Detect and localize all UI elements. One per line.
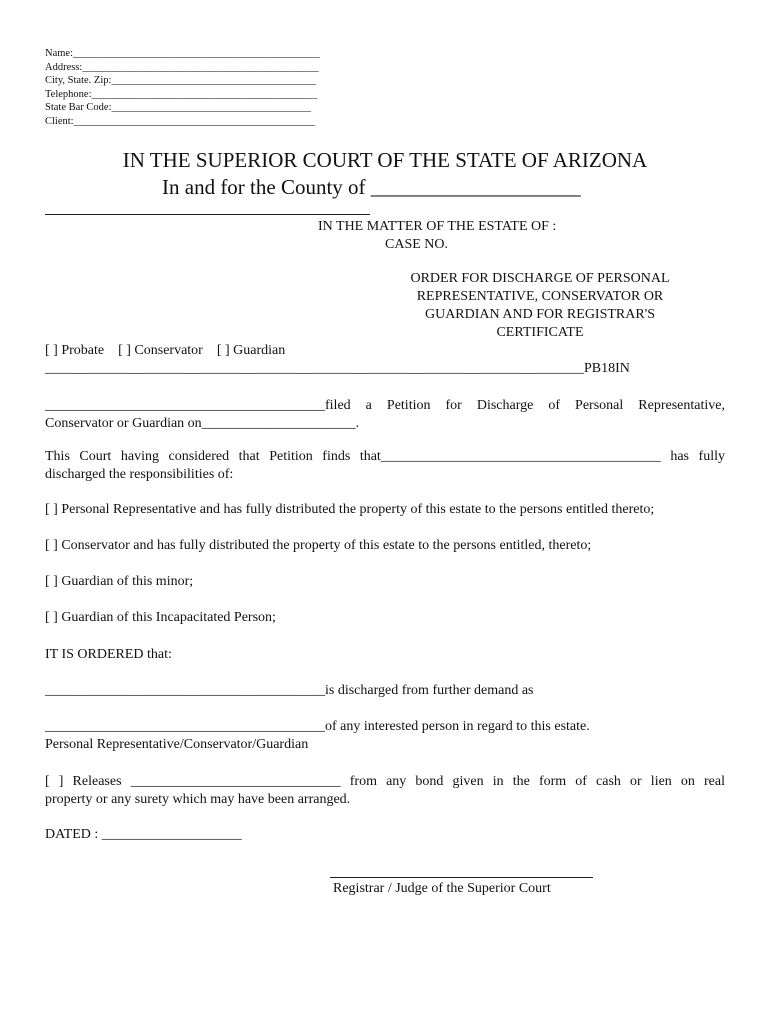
- guardian-incapacitated-item: [ ] Guardian of this Incapacitated Person;: [45, 610, 276, 625]
- ordered-heading: IT IS ORDERED that:: [45, 647, 172, 662]
- signature-rule: [330, 877, 593, 878]
- probate-checkbox[interactable]: [ ] Probate: [45, 343, 105, 358]
- form-code-line: _____________________________________________________________________________PB18IN: [45, 361, 630, 376]
- releases-paragraph: [45, 773, 725, 809]
- discharged-line: ________________________________________is discharged from further demand as: [45, 683, 534, 698]
- city-state-zip-field: City, State. Zip:_______________________________________: [45, 75, 317, 86]
- interested-person-line: ________________________________________of any interested person in regard to this estate.: [45, 719, 590, 734]
- address-field: Address:_____________________________________________: [45, 61, 319, 73]
- petition-line: Conservator or Guardian on______________________.: [45, 416, 360, 431]
- signature-label: Registrar / Judge of the Superior Court: [333, 881, 551, 896]
- guardian-checkbox[interactable]: [ ] Guardian: [216, 343, 286, 358]
- court-title: IN THE SUPERIOR COURT OF THE STATE OF ARIZONA: [122, 148, 648, 172]
- case-type-checkboxes: [45, 343, 285, 359]
- dated-line: DATED : ____________________: [45, 827, 242, 842]
- name-field: Name:_______________________________________________: [45, 48, 320, 59]
- state-bar-code-field: State Bar Code:______________________________________: [45, 102, 311, 113]
- caption-rule: [45, 214, 370, 215]
- conservator-item: [ ] Conservator and has fully distributed the property of this estate to the persons entitled, thereto;: [45, 538, 592, 553]
- telephone-field: Telephone:___________________________________________: [45, 88, 318, 100]
- role-label: Personal Representative/Conservator/Guardian: [45, 737, 309, 752]
- case-number: CASE NO.: [385, 237, 449, 252]
- releases-line: [ ] Releases ______________________________ from any bond given in the form of cash or lien on real: [45, 774, 725, 789]
- matter-of-estate: IN THE MATTER OF THE ESTATE OF :: [318, 219, 557, 234]
- considered-line: This Court having considered that Petition finds that________________________________________ has fully: [45, 449, 725, 464]
- county-line: In and for the County of ____________________: [162, 175, 581, 199]
- guardian-minor-item: [ ] Guardian of this minor;: [45, 574, 194, 589]
- order-title-line: REPRESENTATIVE, CONSERVATOR OR: [416, 289, 664, 304]
- order-title: [390, 270, 690, 342]
- attorney-info-block: [45, 47, 320, 128]
- releases-line: property or any surety which may have been arranged.: [45, 792, 351, 807]
- petition-line: ________________________________________filed a Petition for Discharge of Personal Representative,: [45, 398, 725, 413]
- considered-line: discharged the responsibilities of:: [45, 467, 234, 482]
- considered-paragraph: [45, 448, 725, 484]
- order-title-line: CERTIFICATE: [496, 325, 584, 340]
- client-field: Client:______________________________________________: [45, 115, 316, 127]
- conservator-checkbox[interactable]: [ ] Conservator: [118, 343, 203, 358]
- order-title-line: GUARDIAN AND FOR REGISTRAR'S: [424, 307, 656, 322]
- petition-paragraph: [45, 397, 725, 433]
- order-title-line: ORDER FOR DISCHARGE OF PERSONAL: [410, 271, 670, 286]
- personal-representative-item: [ ] Personal Representative and has fully distributed the property of this estate to the persons entitled thereto;: [45, 502, 655, 517]
